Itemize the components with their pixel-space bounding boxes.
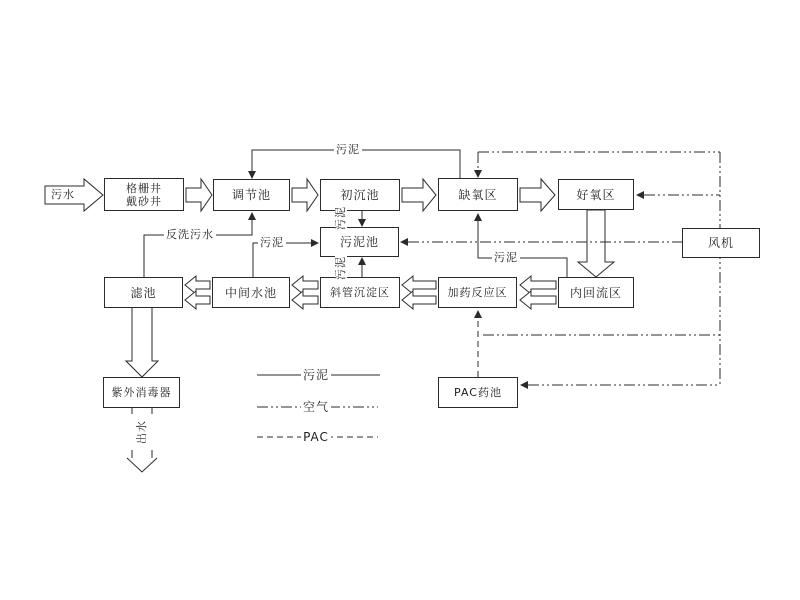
arrow-anoxic-to-aerobic — [520, 179, 555, 211]
label-effluent: 出水 — [135, 420, 148, 444]
arrow-gritwell-to-regulating — [186, 179, 212, 211]
box-anoxic-zone: 缺氧区 — [438, 178, 518, 211]
label-backwash-water: 反洗污水 — [166, 228, 214, 241]
box-grit-well — [104, 178, 184, 211]
box-filter-tank: 滤池 — [104, 277, 183, 308]
sludge-line-reflux-to-anoxic — [478, 221, 567, 277]
box-dosing-reaction-zone: 加药反应区 — [438, 277, 517, 308]
arrow-intermediate-to-filter-1 — [185, 276, 210, 294]
arrow-reflux-to-dosing-1 — [520, 276, 556, 294]
label-sludge-top-return: 污泥 — [336, 143, 360, 156]
label-sludge-primary: 污泥 — [334, 206, 347, 230]
arrow-inclined-to-intermediate-1 — [292, 276, 318, 294]
arrow-dosing-to-inclined-2 — [402, 291, 436, 309]
arrow-regulating-to-primary — [292, 179, 318, 211]
arrow-inclined-to-intermediate-2 — [292, 291, 318, 309]
arrow-intermediate-to-filter-2 — [185, 291, 210, 309]
box-grit-well-line1: 格栅井 — [126, 181, 162, 195]
pac-arrowhead — [474, 310, 482, 318]
label-influent: 污水 — [51, 188, 75, 201]
label-sludge-intermediate: 污泥 — [260, 236, 284, 249]
box-uv-disinfector: 紫外消毒器 — [103, 377, 180, 408]
box-sludge-tank: 污泥池 — [320, 227, 399, 257]
box-regulating-tank: 调节池 — [213, 179, 290, 211]
box-aerobic-zone: 好氧区 — [558, 179, 634, 210]
box-inclined-tube-zone: 斜管沉淀区 — [320, 277, 400, 308]
arrow-primary-to-anoxic — [402, 179, 436, 211]
label-sludge-inclined: 污泥 — [334, 256, 347, 280]
box-intermediate-tank: 中间水池 — [212, 277, 290, 308]
legend-label-air: 空气 — [302, 400, 330, 414]
box-primary-sedimentation: 初沉池 — [320, 179, 400, 211]
arrow-reflux-to-dosing-2 — [520, 291, 556, 309]
box-blower: 风机 — [682, 228, 760, 258]
legend-label-sludge: 污泥 — [302, 368, 330, 382]
box-internal-reflux-zone: 内回流区 — [558, 277, 634, 308]
legend-label-pac: PAC — [303, 430, 329, 444]
label-sludge-internal-return: 污泥 — [494, 251, 518, 264]
box-grit-well-line2: 戴砂井 — [126, 194, 162, 208]
arrow-dosing-to-inclined-1 — [402, 276, 436, 294]
arrow-aerobic-to-reflux — [578, 210, 614, 277]
arrow-filter-to-uv — [126, 308, 158, 377]
box-pac-tank: PAC药池 — [438, 377, 518, 408]
